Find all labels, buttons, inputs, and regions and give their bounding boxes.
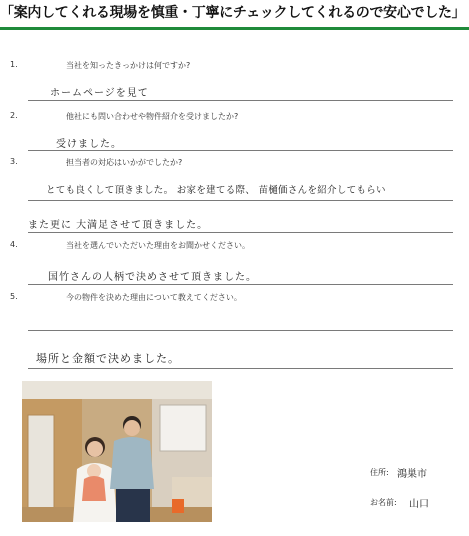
question-5-text: 今の物件を決めた理由について教えてください。: [66, 293, 242, 302]
family-photo: [22, 381, 212, 522]
question-4-number: 4.: [10, 240, 18, 249]
question-2-number: 2.: [10, 111, 18, 120]
question-2-text: 他社にも問い合わせや物件紹介を受けましたか?: [66, 112, 239, 121]
question-3-text: 担当者の対応はいかがでしたか?: [66, 158, 183, 167]
question-5-number: 5.: [10, 292, 18, 301]
answer-1-line-1: ホームページを見て: [50, 88, 149, 99]
answer-rule: [28, 232, 453, 233]
name-value: 山口: [409, 499, 429, 510]
question-4-text: 当社を選んでいただいた理由をお聞かせください。: [66, 241, 250, 250]
answer-rule: [28, 150, 453, 151]
question-3-number: 3.: [10, 157, 18, 166]
question-1-number: 1.: [10, 60, 18, 69]
address-label: 住所:: [370, 468, 389, 477]
headline-underline: [0, 27, 469, 30]
answer-rule: [28, 368, 453, 369]
answer-rule: [28, 200, 453, 201]
answer-5-line-1: 場所と金額で決めました。: [36, 352, 180, 365]
name-label: お名前:: [370, 498, 397, 507]
answer-3-line-1: とても良くして頂きました。 お家を建てる際、 苗樋価さんを紹介してもらい: [46, 185, 386, 196]
page-headline: 「案内してくれる現場を慎重・丁寧にチェックしてくれるので安心でした」: [0, 5, 466, 21]
answer-4-line-1: 国竹さんの人柄で決めさせて頂きました。: [48, 272, 257, 283]
answer-rule: [28, 100, 453, 101]
answer-3-line-2: また更に 大満足させて頂きました。: [28, 220, 209, 231]
answer-rule: [28, 284, 453, 285]
answer-rule: [28, 330, 453, 331]
question-1-text: 当社を知ったきっかけは何ですか?: [66, 61, 191, 70]
address-value: 鴻巣市: [397, 469, 427, 480]
answer-2-line-1: 受けました。: [56, 139, 122, 150]
